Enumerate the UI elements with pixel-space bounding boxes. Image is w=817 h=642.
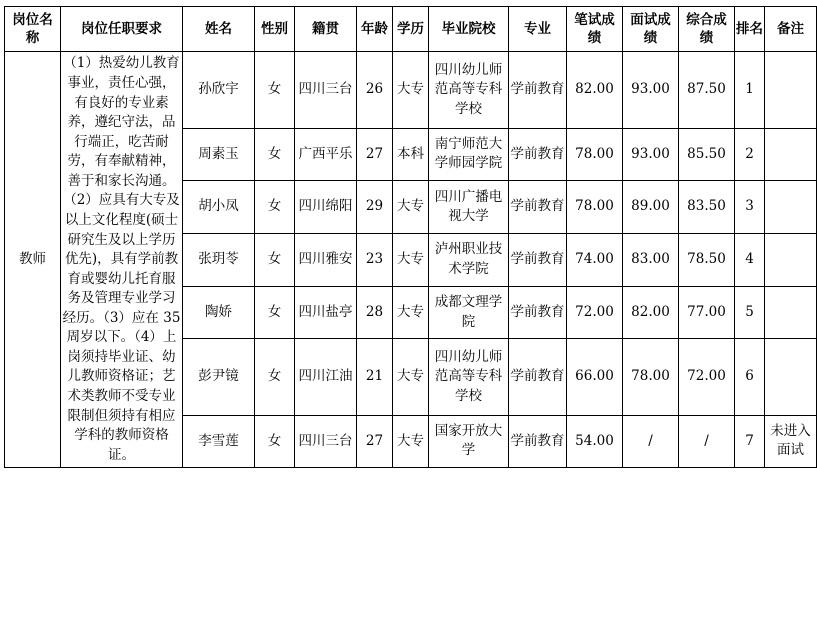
column-header-sex: 性别 bbox=[255, 7, 295, 52]
table-row bbox=[5, 52, 817, 128]
cell-written-score: 78.00 bbox=[567, 128, 623, 181]
results-table bbox=[4, 6, 817, 468]
column-header-written-score: 笔试成绩 bbox=[567, 7, 623, 52]
cell-major: 学前教育 bbox=[509, 128, 567, 181]
cell-total-score: 83.50 bbox=[679, 181, 735, 234]
cell-rank: 2 bbox=[735, 128, 765, 181]
cell-education: 大专 bbox=[393, 181, 429, 234]
cell-total-score: 85.50 bbox=[679, 128, 735, 181]
cell-native-place: 四川盐亭 bbox=[295, 286, 357, 339]
cell-age: 26 bbox=[357, 52, 393, 128]
cell-rank: 1 bbox=[735, 52, 765, 128]
cell-age: 21 bbox=[357, 339, 393, 415]
cell-school: 泸州职业技术学院 bbox=[429, 233, 509, 286]
cell-total-score: / bbox=[679, 415, 735, 468]
cell-name: 周素玉 bbox=[183, 128, 255, 181]
cell-total-score: 78.50 bbox=[679, 233, 735, 286]
cell-school: 成都文理学院 bbox=[429, 286, 509, 339]
cell-school: 国家开放大学 bbox=[429, 415, 509, 468]
column-header-native-place: 籍贯 bbox=[295, 7, 357, 52]
cell-major: 学前教育 bbox=[509, 233, 567, 286]
cell-written-score: 66.00 bbox=[567, 339, 623, 415]
cell-interview-score: 78.00 bbox=[623, 339, 679, 415]
column-header-requirements: 岗位任职要求 bbox=[61, 7, 183, 52]
cell-written-score: 54.00 bbox=[567, 415, 623, 468]
column-header-major: 专业 bbox=[509, 7, 567, 52]
cell-interview-score: 89.00 bbox=[623, 181, 679, 234]
cell-name: 孙欣宇 bbox=[183, 52, 255, 128]
cell-interview-score: 82.00 bbox=[623, 286, 679, 339]
table-header-row bbox=[5, 7, 817, 52]
cell-interview-score: 83.00 bbox=[623, 233, 679, 286]
table-header bbox=[5, 7, 817, 52]
cell-native-place: 四川江油 bbox=[295, 339, 357, 415]
column-header-education: 学历 bbox=[393, 7, 429, 52]
cell-name: 陶娇 bbox=[183, 286, 255, 339]
cell-rank: 5 bbox=[735, 286, 765, 339]
cell-rank: 6 bbox=[735, 339, 765, 415]
cell-sex: 女 bbox=[255, 286, 295, 339]
cell-remark bbox=[765, 339, 817, 415]
cell-requirements: （1）热爱幼儿教育事业，责任心强，有良好的专业素养，遵纪守法，品行端正，吃苦耐劳，有奉献精神，善于和家长沟通。（2）应具有大专及以上文化程度(硕士研究生及以上学历优先)，具有学前教育或婴幼儿托育服务及管理专业学习经历。（3）应在 35 周岁以下。（4）上岗须持毕业证、幼儿教师资格证；艺术类教师不受专业限制但须持有相应学科的教师资格证。 bbox=[61, 52, 183, 468]
column-header-interview-score: 面试成绩 bbox=[623, 7, 679, 52]
cell-name: 胡小凤 bbox=[183, 181, 255, 234]
cell-total-score: 77.00 bbox=[679, 286, 735, 339]
cell-written-score: 72.00 bbox=[567, 286, 623, 339]
cell-remark bbox=[765, 233, 817, 286]
cell-age: 23 bbox=[357, 233, 393, 286]
cell-school: 南宁师范大学师园学院 bbox=[429, 128, 509, 181]
cell-sex: 女 bbox=[255, 339, 295, 415]
column-header-rank: 排名 bbox=[735, 7, 765, 52]
cell-sex: 女 bbox=[255, 415, 295, 468]
cell-sex: 女 bbox=[255, 52, 295, 128]
cell-native-place: 四川三台 bbox=[295, 52, 357, 128]
cell-sex: 女 bbox=[255, 128, 295, 181]
cell-major: 学前教育 bbox=[509, 339, 567, 415]
cell-rank: 7 bbox=[735, 415, 765, 468]
column-header-school: 毕业院校 bbox=[429, 7, 509, 52]
cell-written-score: 82.00 bbox=[567, 52, 623, 128]
cell-school: 四川广播电视大学 bbox=[429, 181, 509, 234]
cell-education: 大专 bbox=[393, 233, 429, 286]
cell-remark bbox=[765, 128, 817, 181]
cell-education: 大专 bbox=[393, 339, 429, 415]
cell-major: 学前教育 bbox=[509, 52, 567, 128]
cell-post-name: 教师 bbox=[5, 52, 61, 468]
cell-education: 大专 bbox=[393, 52, 429, 128]
cell-native-place: 广西平乐 bbox=[295, 128, 357, 181]
table-body bbox=[5, 52, 817, 468]
cell-total-score: 72.00 bbox=[679, 339, 735, 415]
cell-native-place: 四川雅安 bbox=[295, 233, 357, 286]
column-header-post-name: 岗位名称 bbox=[5, 7, 61, 52]
cell-total-score: 87.50 bbox=[679, 52, 735, 128]
cell-age: 28 bbox=[357, 286, 393, 339]
cell-school: 四川幼儿师范高等专科学校 bbox=[429, 52, 509, 128]
cell-remark bbox=[765, 52, 817, 128]
cell-interview-score: 93.00 bbox=[623, 128, 679, 181]
cell-age: 27 bbox=[357, 128, 393, 181]
cell-sex: 女 bbox=[255, 181, 295, 234]
cell-interview-score: / bbox=[623, 415, 679, 468]
cell-remark bbox=[765, 286, 817, 339]
cell-remark bbox=[765, 181, 817, 234]
cell-education: 大专 bbox=[393, 286, 429, 339]
cell-major: 学前教育 bbox=[509, 415, 567, 468]
cell-age: 27 bbox=[357, 415, 393, 468]
cell-rank: 3 bbox=[735, 181, 765, 234]
cell-education: 大专 bbox=[393, 415, 429, 468]
column-header-age: 年龄 bbox=[357, 7, 393, 52]
cell-school: 四川幼儿师范高等专科学校 bbox=[429, 339, 509, 415]
cell-native-place: 四川绵阳 bbox=[295, 181, 357, 234]
cell-native-place: 四川三台 bbox=[295, 415, 357, 468]
cell-age: 29 bbox=[357, 181, 393, 234]
cell-name: 李雪莲 bbox=[183, 415, 255, 468]
cell-interview-score: 93.00 bbox=[623, 52, 679, 128]
cell-written-score: 74.00 bbox=[567, 233, 623, 286]
column-header-remark: 备注 bbox=[765, 7, 817, 52]
cell-major: 学前教育 bbox=[509, 181, 567, 234]
cell-rank: 4 bbox=[735, 233, 765, 286]
cell-major: 学前教育 bbox=[509, 286, 567, 339]
cell-name: 张玥苓 bbox=[183, 233, 255, 286]
cell-education: 本科 bbox=[393, 128, 429, 181]
cell-sex: 女 bbox=[255, 233, 295, 286]
cell-name: 彭尹镜 bbox=[183, 339, 255, 415]
cell-remark: 未进入面试 bbox=[765, 415, 817, 468]
column-header-total-score: 综合成绩 bbox=[679, 7, 735, 52]
column-header-name: 姓名 bbox=[183, 7, 255, 52]
cell-written-score: 78.00 bbox=[567, 181, 623, 234]
